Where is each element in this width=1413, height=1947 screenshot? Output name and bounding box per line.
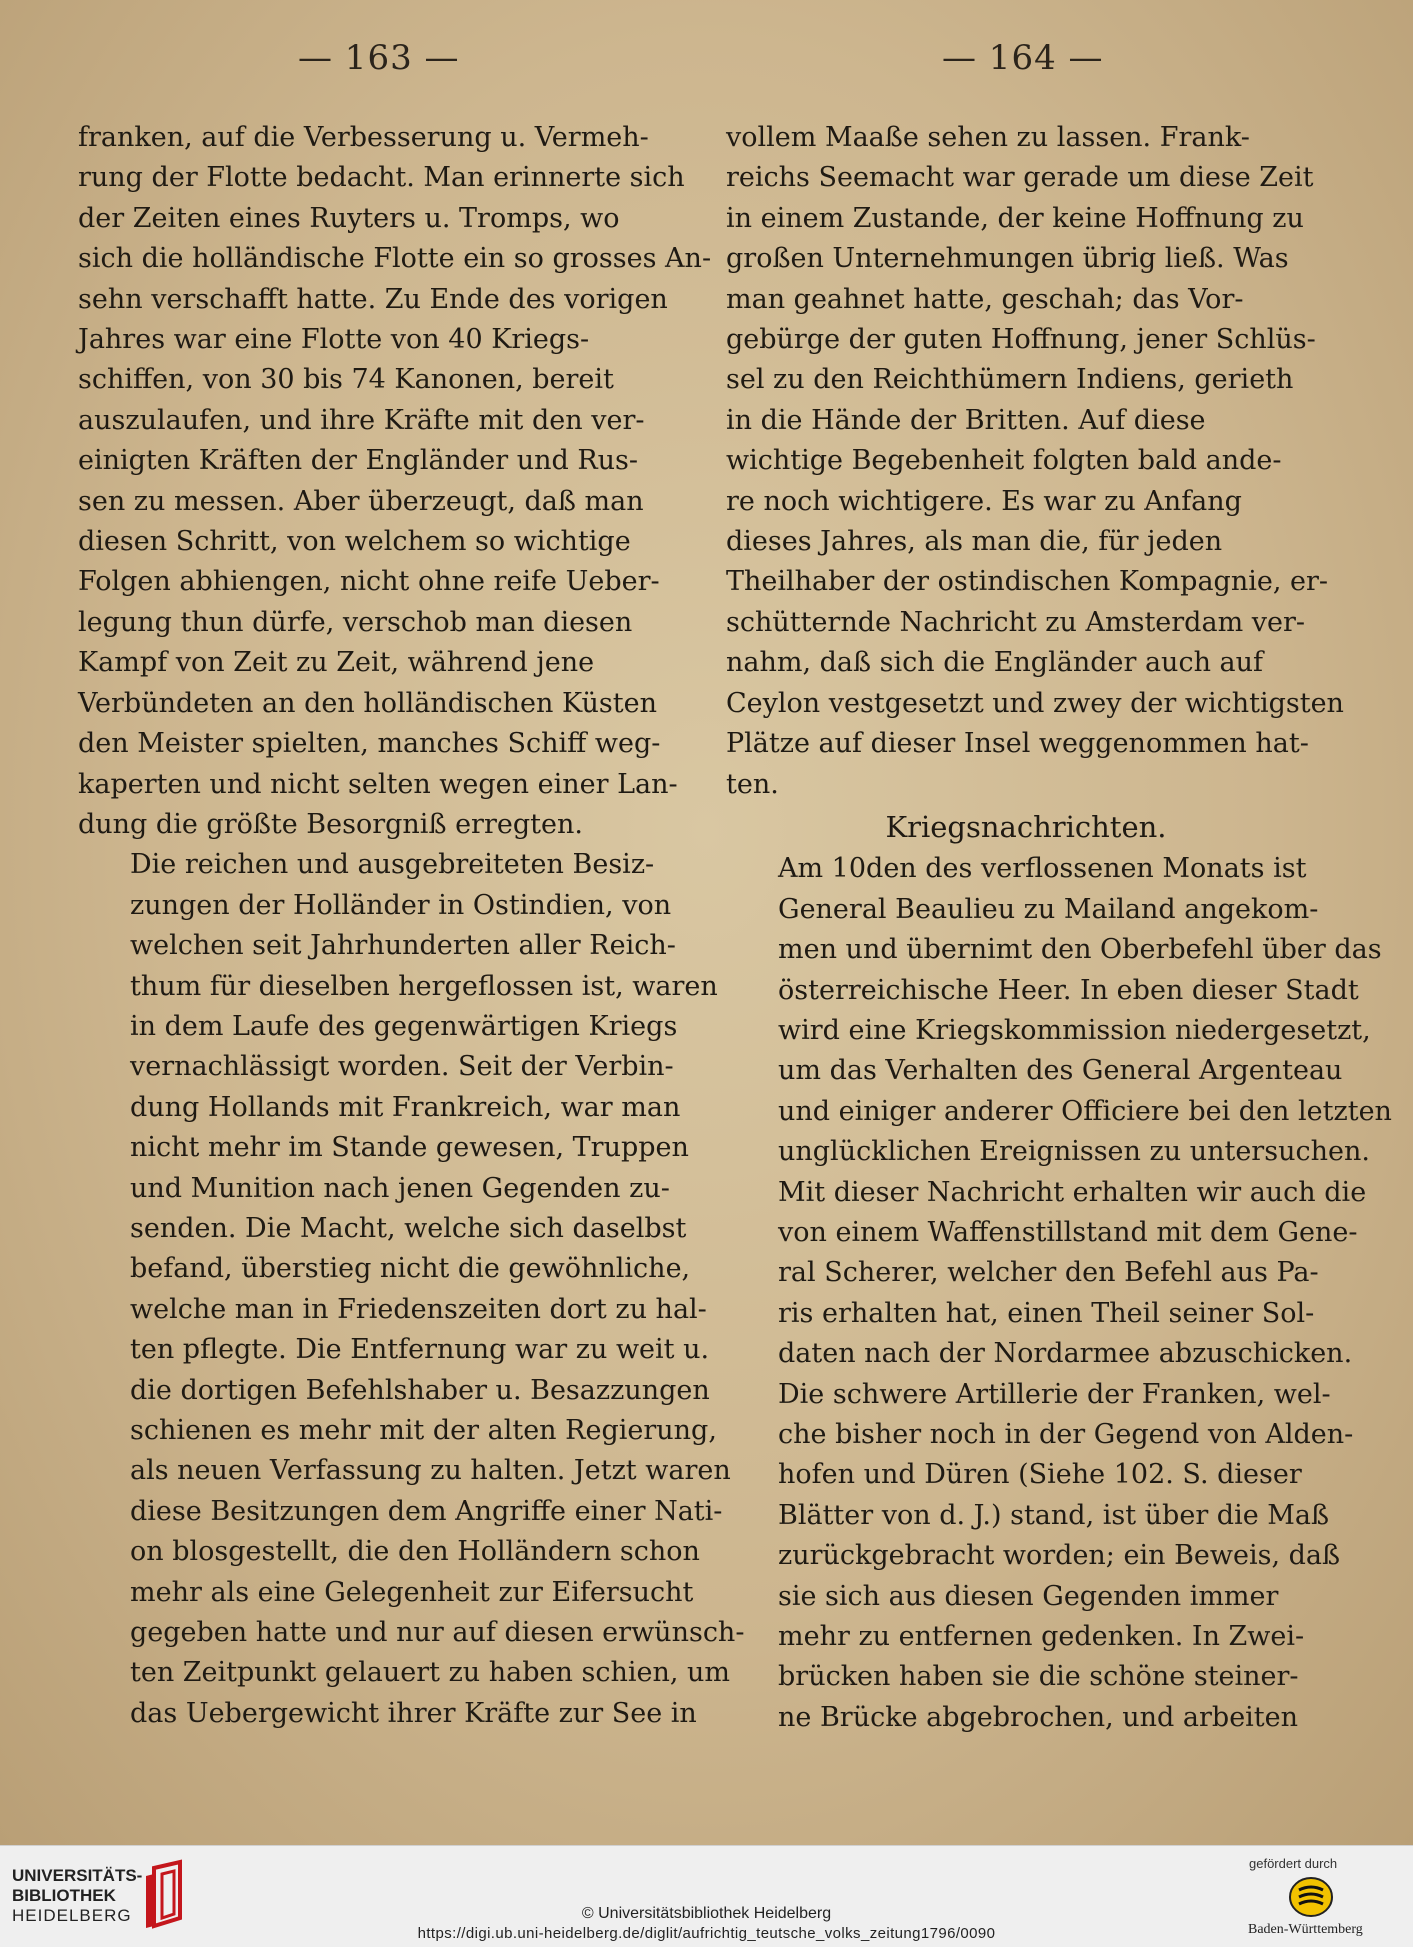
text-line: legung thun dürfe, verschob man diesen (78, 606, 633, 638)
text-line: thum für dieselben hergeflossen ist, waren (130, 970, 718, 1002)
library-name-line3: HEIDELBERG (12, 1906, 132, 1925)
text-line: re noch wichtigere. Es war zu Anfang (726, 485, 1242, 517)
text-line: man geahnet hatte, geschah; das Vor- (726, 283, 1244, 315)
text-line: Folgen abhiengen, nicht ohne reife Ueber- (78, 566, 660, 598)
text-line: ten. (726, 768, 779, 800)
library-name-line1: UNIVERSITÄTS- (12, 1866, 143, 1885)
text-line: zurückgebracht worden; ein Beweis, daß (778, 1540, 1341, 1572)
text-line: gebürge der guten Hoffnung, jener Schlüs- (726, 324, 1316, 356)
text-line: gegeben hatte und nur auf diesen erwünsch- (130, 1617, 745, 1649)
text-line: brücken haben sie die schöne steiner- (778, 1661, 1299, 1693)
text-line: General Beaulieu zu Mailand angekom- (778, 893, 1319, 925)
text-line: diese Besitzungen dem Angriffe einer Nati- (130, 1495, 723, 1527)
left-page-number: — 163 — (298, 38, 460, 78)
text-line: Die reichen und ausgebreiteten Besiz- (130, 849, 655, 881)
text-line: um das Verhalten des General Argenteau (778, 1055, 1343, 1087)
text-line: in die Hände der Britten. Auf diese (726, 404, 1206, 436)
text-line: mehr zu entfernen gedenken. In Zwei- (778, 1621, 1305, 1653)
right-column-text (726, 118, 1392, 1738)
text-line: schütternde Nachricht zu Amsterdam ver- (726, 606, 1306, 638)
text-line: ne Brücke abgebrochen, und arbeiten (778, 1701, 1299, 1733)
left-column-text (78, 118, 745, 1734)
text-line: ris erhalten hat, einen Theil seiner Sol- (778, 1297, 1315, 1329)
text-line: von einem Waffenstillstand mit dem Gene- (778, 1216, 1358, 1248)
funded-by-label: gefördert durch (1249, 1856, 1338, 1871)
text-line: vollem Maaße sehen zu lassen. Frank- (726, 122, 1250, 153)
text-line: unglücklichen Ereignissen zu untersuchen. (778, 1136, 1370, 1168)
text-line: einigten Kräften der Engländer und Rus- (78, 445, 639, 477)
text-line: auszulaufen, und ihre Kräfte mit den ver- (78, 404, 645, 436)
text-line: befand, überstieg nicht die gewöhnliche, (130, 1253, 691, 1285)
text-line: sehn verschafft hatte. Zu Ende des vorigen (78, 283, 668, 315)
text-line: Verbündeten an den holländischen Küsten (78, 687, 658, 719)
text-line: als neuen Verfassung zu halten. Jetzt waren (130, 1455, 731, 1487)
text-line: franken, auf die Verbesserung u. Vermeh- (78, 122, 649, 153)
text-line: die dortigen Befehlshaber u. Besazzungen (130, 1374, 710, 1406)
text-line: ral Scherer, welcher den Befehl aus Pa- (778, 1257, 1319, 1289)
text-line: und einiger anderer Officiere bei den letzten (778, 1095, 1392, 1127)
text-line: schienen es mehr mit der alten Regierung, (130, 1415, 717, 1446)
text-line: in dem Laufe des gegenwärtigen Kriegs (130, 1010, 678, 1042)
permalink-url[interactable]: https://digi.ub.uni-heidelberg.de/diglit/aufrichtig_teutsche_volks_zeitung1796/0090 (417, 1925, 996, 1942)
text-line: den Meister spielten, manches Schiff weg- (78, 728, 661, 760)
paragraph (726, 118, 1344, 805)
text-line: mehr als eine Gelegenheit zur Eifersucht (130, 1576, 694, 1608)
section-heading: Kriegsnachrichten. (885, 809, 1167, 844)
text-line: großen Unternehmungen übrig ließ. Was (726, 243, 1289, 275)
text-line: men und übernimt den Oberbefehl über das (778, 934, 1382, 966)
footer-bar (0, 1845, 1413, 1947)
text-line: zungen der Holländer in Ostindien, von (130, 889, 672, 921)
paragraph (726, 849, 1392, 1374)
text-line: che bisher noch in der Gegend von Alden- (778, 1419, 1354, 1450)
text-line: Jahres war eine Flotte von 40 Kriegs- (78, 324, 590, 356)
text-line: dung Hollands mit Frankreich, war man (130, 1091, 681, 1123)
text-line: und Munition nach jenen Gegenden zu- (130, 1172, 670, 1204)
paragraph (78, 118, 712, 845)
text-line: das Uebergewicht ihrer Kräfte zur See in (130, 1697, 697, 1729)
text-line: hofen und Düren (Siehe 102. S. dieser (778, 1459, 1302, 1491)
text-line: dung die größte Besorgniß erregten. (78, 808, 583, 840)
text-line: Ceylon vestgesetzt und zwey der wichtigsten (726, 687, 1344, 719)
text-line: österreichische Heer. In eben dieser Stadt (778, 974, 1359, 1006)
text-line: daten nach der Nordarmee abzuschicken. (778, 1338, 1353, 1370)
text-line: dieses Jahres, als man die, für jeden (726, 526, 1223, 558)
text-line: Kampf von Zeit zu Zeit, während jene (78, 647, 595, 679)
text-line: welche man in Friedenszeiten dort zu hal- (130, 1293, 707, 1325)
text-line: Die schwere Artillerie der Franken, wel- (778, 1378, 1331, 1410)
text-line: nahm, daß sich die Engländer auch auf (726, 647, 1264, 679)
text-line: Theilhaber der ostindischen Kompagnie, er- (726, 566, 1329, 598)
text-line: reichs Seemacht war gerade um diese Zeit (726, 162, 1314, 194)
text-line: vernachlässigt worden. Seit der Verbin- (130, 1051, 674, 1083)
paragraph (726, 1375, 1354, 1739)
text-line: welchen seit Jahrhunderten aller Reich- (130, 930, 676, 962)
text-line: in einem Zustande, der keine Hoffnung zu (726, 202, 1304, 234)
text-line: sen zu messen. Aber überzeugt, daß man (78, 485, 644, 517)
text-line: diesen Schritt, von welchem so wichtige (78, 526, 631, 558)
state-label: Baden-Württemberg (1248, 1922, 1363, 1937)
text-line: schiffen, von 30 bis 74 Kanonen, bereit (78, 364, 614, 396)
text-line: sie sich aus diesen Gegenden immer (778, 1580, 1279, 1612)
copyright-text: © Universitätsbibliothek Heidelberg (581, 1905, 832, 1922)
text-line: ten pflegte. Die Entfernung war zu weit u. (130, 1334, 710, 1366)
text-line: Plätze auf dieser Insel weggenommen hat- (726, 728, 1309, 760)
text-line: on blosgestellt, die den Holländern schon (130, 1536, 700, 1568)
text-line: sich die holländische Flotte ein so grosses An- (78, 243, 712, 275)
paragraph (78, 845, 745, 1734)
text-line: ten Zeitpunkt gelauert zu haben schien, um (130, 1657, 731, 1689)
text-line: nicht mehr im Stande gewesen, Truppen (130, 1132, 689, 1164)
text-line: rung der Flotte bedacht. Man erinnerte sich (78, 162, 685, 194)
library-name-line2: BIBLIOTHEK (12, 1886, 116, 1905)
text-line: senden. Die Macht, welche sich daselbst (130, 1212, 687, 1244)
text-line: wichtige Begebenheit folgten bald ande- (726, 445, 1282, 477)
right-page-number: — 164 — (942, 38, 1104, 78)
baden-wuerttemberg-crest-icon (1288, 1876, 1334, 1918)
text-line: sel zu den Reichthümern Indiens, gerieth (726, 364, 1294, 396)
text-line: Blätter von d. J.) stand, ist über die Maß (778, 1499, 1330, 1531)
text-line: kaperten und nicht selten wegen einer Lan- (78, 768, 678, 800)
text-line: Am 10den des verflossenen Monats ist (778, 853, 1307, 885)
text-line: wird eine Kriegskommission niedergesetzt, (778, 1014, 1371, 1046)
text-line: Mit dieser Nachricht erhalten wir auch die (778, 1176, 1367, 1208)
text-line: der Zeiten eines Ruyters u. Tromps, wo (78, 202, 620, 234)
